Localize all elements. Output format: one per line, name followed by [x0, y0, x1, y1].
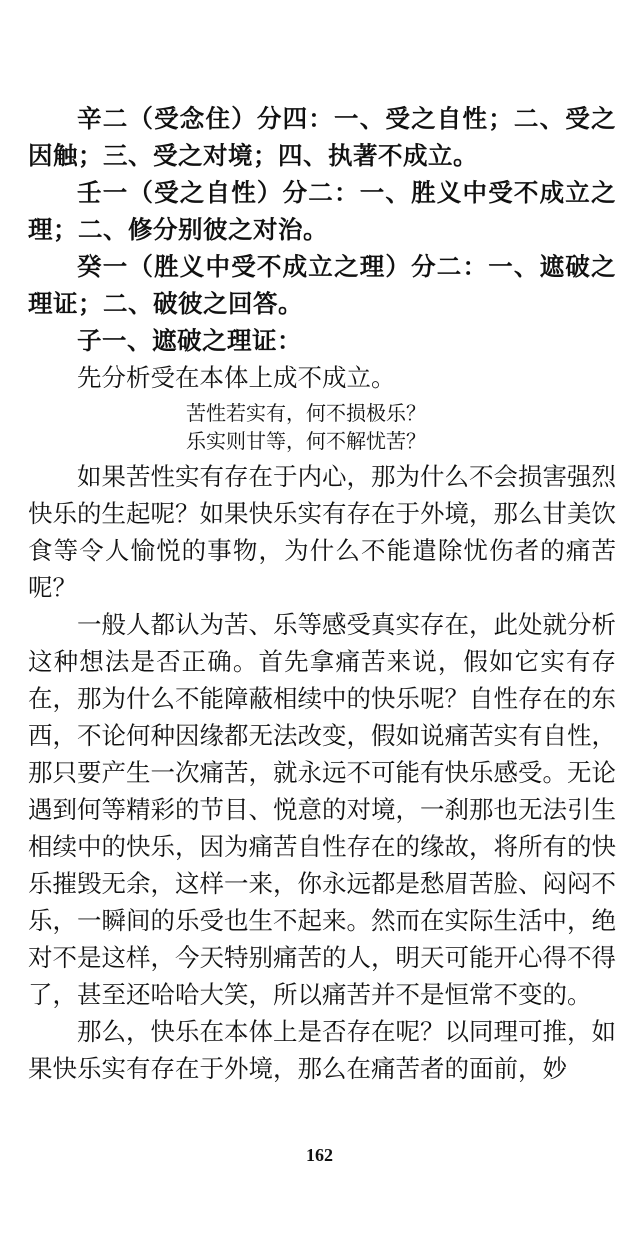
verse-line-1: 苦性若实有，何不损极乐？: [186, 401, 426, 425]
verse-line-2: 乐实则甘等，何不解忧苦？: [186, 429, 426, 453]
paragraph-1: 如果苦性实有存在于内心，那为什么不会损害强烈快乐的生起呢？如果快乐实有存在于外境，那么甘美饮食等令人愉悦的事物，为什么不能遣除忧伤者的痛苦呢？: [28, 462, 616, 602]
paragraph-3: 那么，快乐在本体上是否存在呢？以同理可推，如果快乐实有存在于外境，那么在痛苦者的面前，妙: [28, 1017, 616, 1083]
paragraph-2: 一般人都认为苦、乐等感受真实存在，此处就分析这种想法是否正确。首先拿痛苦来说，假如它实有存在，那为什么不能障蔽相续中的快乐呢？自性存在的东西，不论何种因缘都无法改变，假如说痛苦实有自性，那只要产生一次痛苦，就永远不可能有快乐感受。无论遇到何等精彩的节目、悦意的对境，一刹那也无法引生相续中的快乐，因为痛苦自性存在的缘故，将所有的快乐摧毁无余，这样一来，你永远都是愁眉苦脸、闷闷不乐，一瞬间的乐受也生不起来。然而在实际生活中，绝对不是这样，今天特别痛苦的人，明天可能开心得不得了，甚至还哈哈大笑，所以痛苦并不是恒常不变的。: [28, 610, 616, 1009]
heading-zi-yi: 子一、遮破之理证：: [77, 326, 302, 355]
heading-xin-er: 辛二（受念住）分四：一、受之自性；二、受之因触；三、受之对境；四、执著不成立。: [28, 104, 616, 170]
text-body: [28, 100, 616, 1087]
heading-ren-yi: 壬一（受之自性）分二：一、胜义中受不成立之理；二、修分别彼之对治。: [28, 178, 616, 244]
intro-sentence: 先分析受在本体上成不成立。: [77, 363, 396, 392]
page-number: 162: [306, 1145, 333, 1165]
heading-gui-yi: 癸一（胜义中受不成立之理）分二：一、遮破之理证；二、破彼之回答。: [28, 252, 616, 318]
